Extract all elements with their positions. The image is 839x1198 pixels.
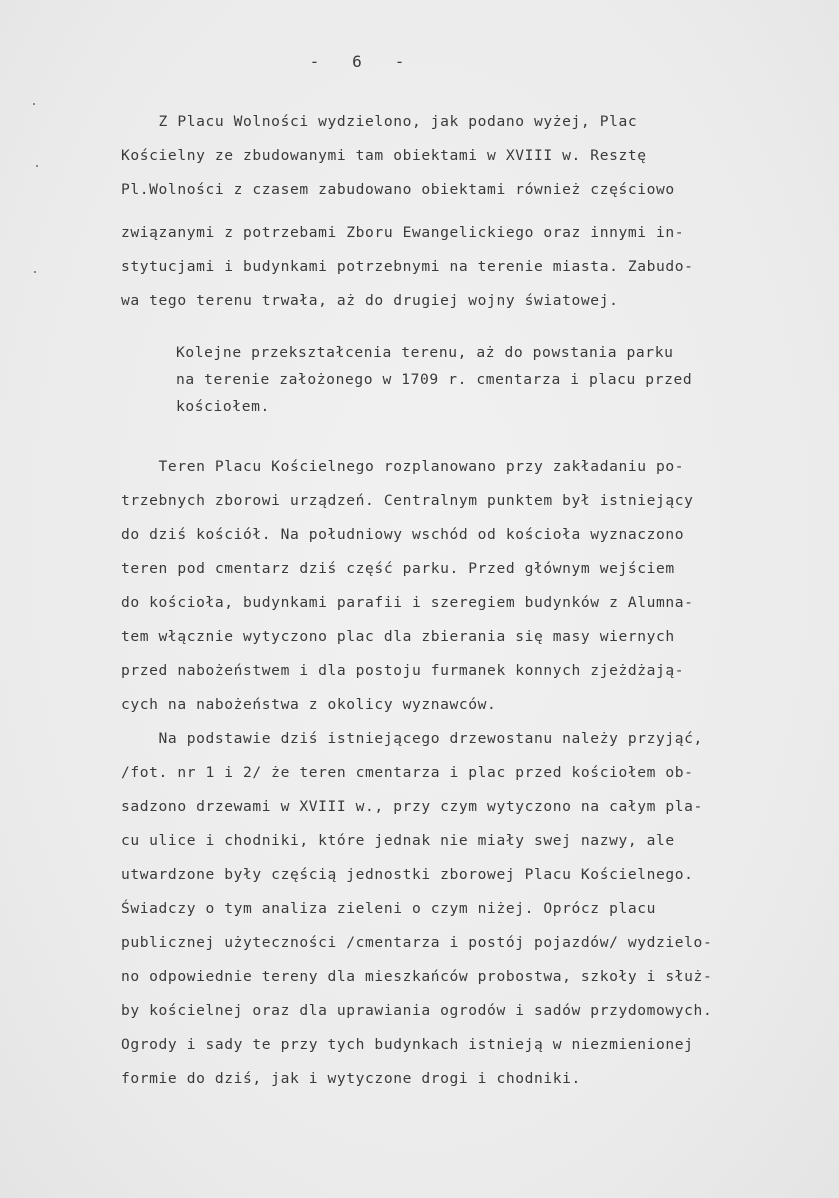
text-line: Teren Placu Kościelnego rozplanowano przy zakładaniu po- (121, 458, 685, 475)
text-line: trzebnych zborowi urządzeń. Centralnym punktem był istniejący (121, 492, 694, 509)
text-line: wa tego terenu trwała, aż do drugiej wojny światowej. (121, 292, 619, 309)
text-line: sadzono drzewami w XVIII w., przy czym wytyczono na całym pla- (121, 798, 703, 815)
text-line: utwardzone były częścią jednostki zborowej Placu Kościelnego. (121, 866, 694, 883)
text-line: publicznej użyteczności /cmentarza i postój pojazdów/ wydzielo- (121, 934, 713, 951)
text-line: cu ulice i chodniki, które jednak nie miały swej nazwy, ale (121, 832, 675, 849)
text-line: teren pod cmentarz dziś część parku. Przed głównym wejściem (121, 560, 675, 577)
text-line: do kościoła, budynkami parafii i szeregiem budynków z Alumna- (121, 594, 694, 611)
text-line: Z Placu Wolności wydzielono, jak podano wyżej, Plac (121, 113, 638, 130)
text-line: kościołem. (176, 398, 270, 415)
text-line: związanymi z potrzebami Zboru Ewangelickiego oraz innymi in- (121, 224, 685, 241)
text-line: tem włącznie wytyczono plac dla zbierania się masy wiernych (121, 628, 675, 645)
text-line: na terenie założonego w 1709 r. cmentarza i placu przed (176, 371, 693, 388)
page-number: - 6 - (309, 52, 406, 71)
text-line: no odpowiednie tereny dla mieszkańców probostwa, szkoły i służ- (121, 968, 713, 985)
margin-dot (33, 103, 35, 105)
text-line: formie do dziś, jak i wytyczone drogi i chodniki. (121, 1070, 581, 1087)
margin-dot (36, 165, 38, 167)
text-line: cych na nabożeństwa z okolicy wyznawców. (121, 696, 497, 713)
text-line: Ogrody i sady te przy tych budynkach istnieją w niezmienionej (121, 1036, 694, 1053)
text-line: Kolejne przekształcenia terenu, aż do powstania parku (176, 344, 674, 361)
text-line: stytucjami i budynkami potrzebnymi na terenie miasta. Zabudo- (121, 258, 694, 275)
text-line: do dziś kościół. Na południowy wschód od kościoła wyznaczono (121, 526, 685, 543)
text-line: by kościelnej oraz dla uprawiania ogrodów i sadów przydomowych. (121, 1002, 713, 1019)
text-line: Na podstawie dziś istniejącego drzewostanu należy przyjąć, (121, 730, 703, 747)
text-line: /fot. nr 1 i 2/ że teren cmentarza i plac przed kościołem ob- (121, 764, 694, 781)
margin-dot (34, 271, 36, 273)
text-line: przed nabożeństwem i dla postoju furmanek konnych zjeżdżają- (121, 662, 685, 679)
text-line: Kościelny ze zbudowanymi tam obiektami w XVIII w. Resztę (121, 147, 647, 164)
text-line: Świadczy o tym analiza zieleni o czym niżej. Oprócz placu (121, 900, 657, 917)
text-line: Pl.Wolności z czasem zabudowano obiektami również częściowo (121, 181, 675, 198)
